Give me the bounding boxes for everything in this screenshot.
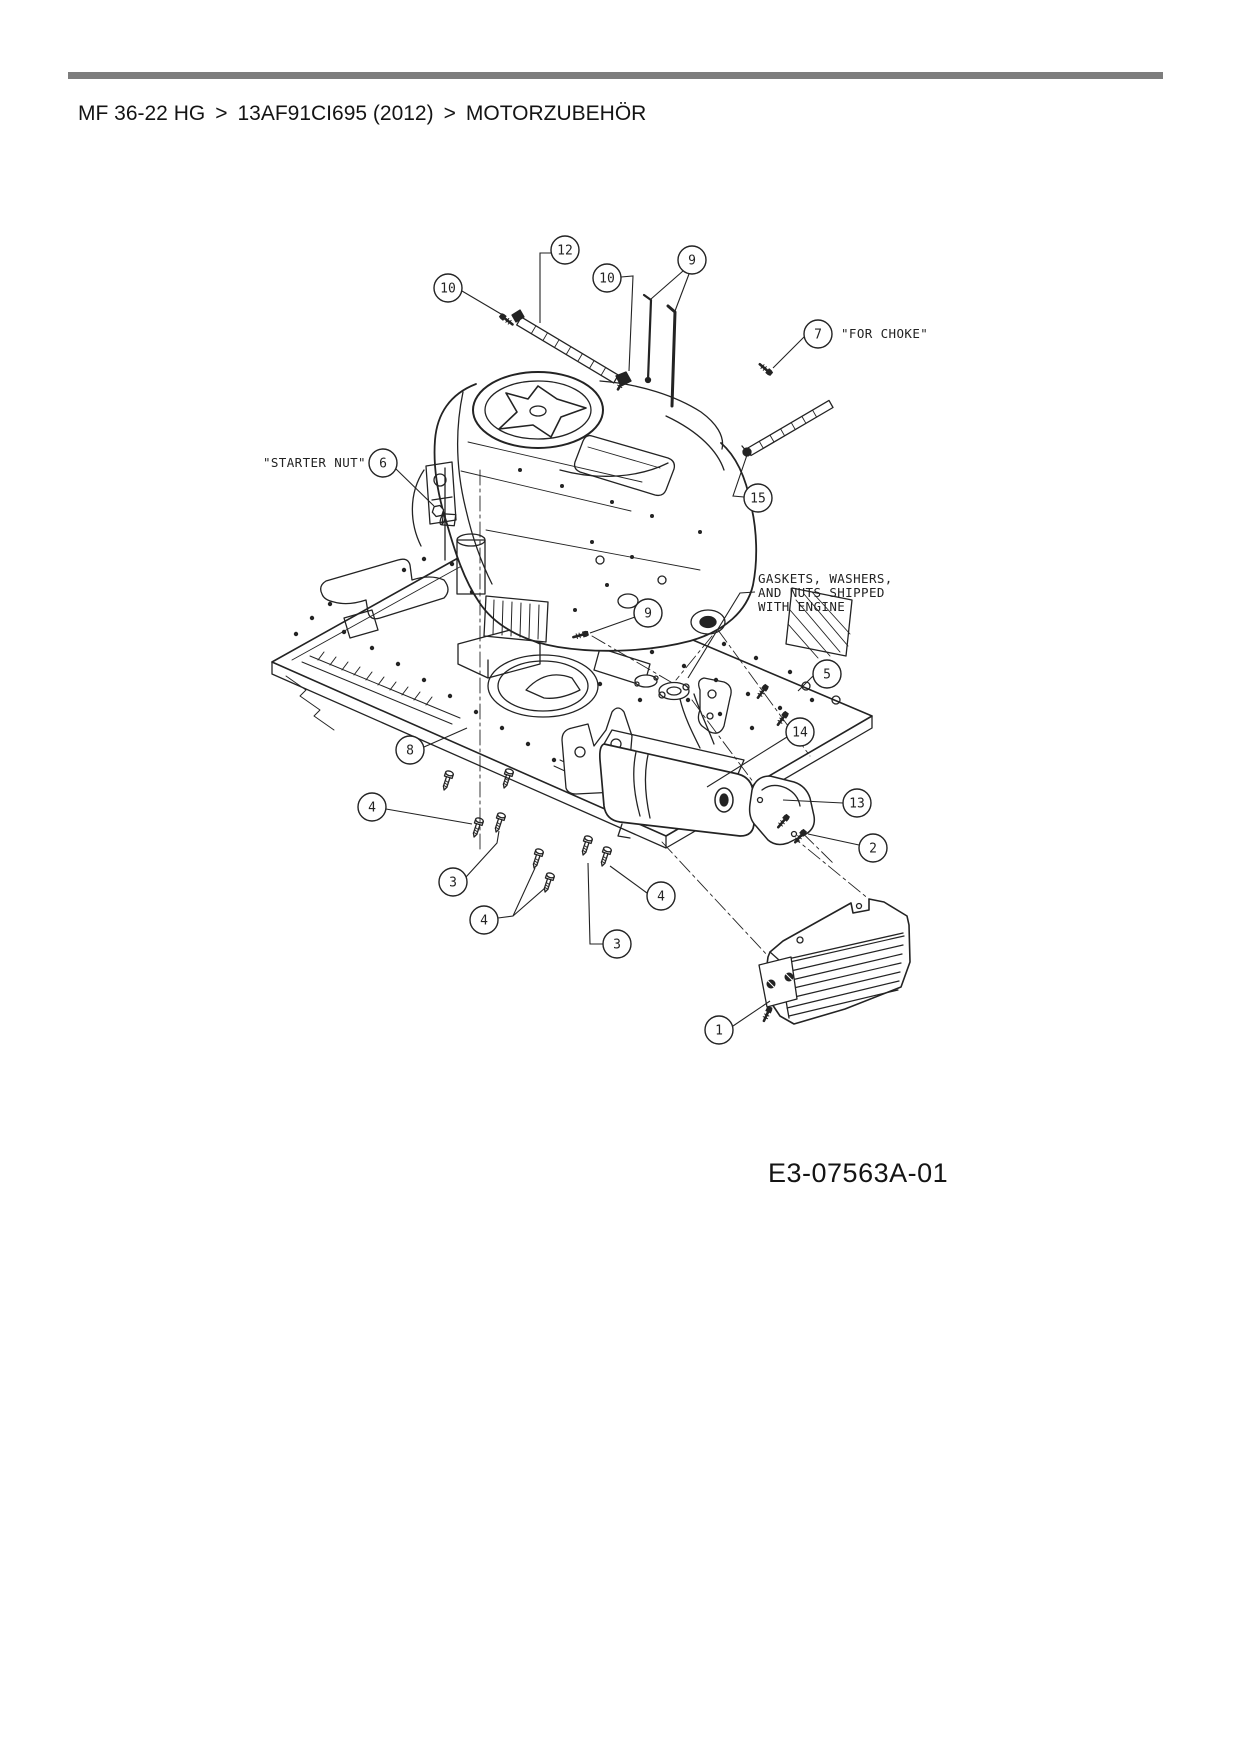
callout-12[interactable] <box>551 236 579 264</box>
callout-6[interactable] <box>369 449 397 477</box>
callout-3[interactable] <box>439 868 467 896</box>
svg-text:3: 3 <box>613 937 621 953</box>
svg-text:9: 9 <box>688 253 696 269</box>
callout-4[interactable] <box>647 882 675 910</box>
svg-text:5: 5 <box>823 667 831 683</box>
svg-text:4: 4 <box>657 889 665 905</box>
callout-4[interactable] <box>358 793 386 821</box>
svg-text:4: 4 <box>480 913 488 929</box>
svg-text:9: 9 <box>644 606 652 622</box>
breadcrumb-model[interactable]: MF 36-22 HG <box>78 102 206 125</box>
svg-text:8: 8 <box>406 743 414 759</box>
svg-text:3: 3 <box>449 875 457 891</box>
svg-text:2: 2 <box>869 841 877 857</box>
engine-assembly <box>412 372 852 658</box>
breadcrumb-variant[interactable]: 13AF91CI695 (2012) <box>237 102 434 125</box>
svg-text:4: 4 <box>368 800 376 816</box>
callout-13[interactable] <box>843 789 871 817</box>
svg-text:10: 10 <box>599 271 615 287</box>
svg-text:13: 13 <box>849 796 865 812</box>
breadcrumb-separator: > <box>443 102 456 125</box>
label-gaskets-note: GASKETS, WASHERS, <box>758 571 893 586</box>
callout-1[interactable] <box>705 1016 733 1044</box>
label-starter-nut: "STARTER NUT" <box>262 455 366 470</box>
svg-text:10: 10 <box>440 281 456 297</box>
callout-10[interactable] <box>593 264 621 292</box>
svg-text:6: 6 <box>379 456 387 472</box>
svg-text:1: 1 <box>715 1023 723 1039</box>
callout-9[interactable] <box>678 246 706 274</box>
callout-14[interactable] <box>786 718 814 746</box>
label-gaskets-note: AND NUTS SHIPPED <box>758 585 885 600</box>
callout-2[interactable] <box>859 834 887 862</box>
callout-4[interactable] <box>470 906 498 934</box>
callout-8[interactable] <box>396 736 424 764</box>
callout-9[interactable] <box>634 599 662 627</box>
choke-cable-tube <box>742 400 833 456</box>
svg-text:15: 15 <box>750 491 766 507</box>
dipstick-tube <box>512 310 631 386</box>
callout-7[interactable] <box>804 320 832 348</box>
svg-text:12: 12 <box>557 243 573 259</box>
label-gaskets-note: WITH ENGINE <box>758 599 846 614</box>
svg-text:14: 14 <box>792 725 808 741</box>
exhaust-flange <box>635 675 731 748</box>
callout-3[interactable] <box>603 930 631 958</box>
label-for-choke: "FOR CHOKE" <box>841 326 929 341</box>
svg-text:7: 7 <box>814 327 822 343</box>
callout-5[interactable] <box>813 660 841 688</box>
breadcrumb-separator: > <box>215 102 228 125</box>
drawing-number: E3-07563A-01 <box>768 1158 949 1188</box>
muffler <box>562 708 754 838</box>
muffler-heat-shield <box>759 899 910 1024</box>
callout-15[interactable] <box>744 484 772 512</box>
callout-10[interactable] <box>434 274 462 302</box>
breadcrumb-section[interactable]: MOTORZUBEHÖR <box>465 102 647 125</box>
